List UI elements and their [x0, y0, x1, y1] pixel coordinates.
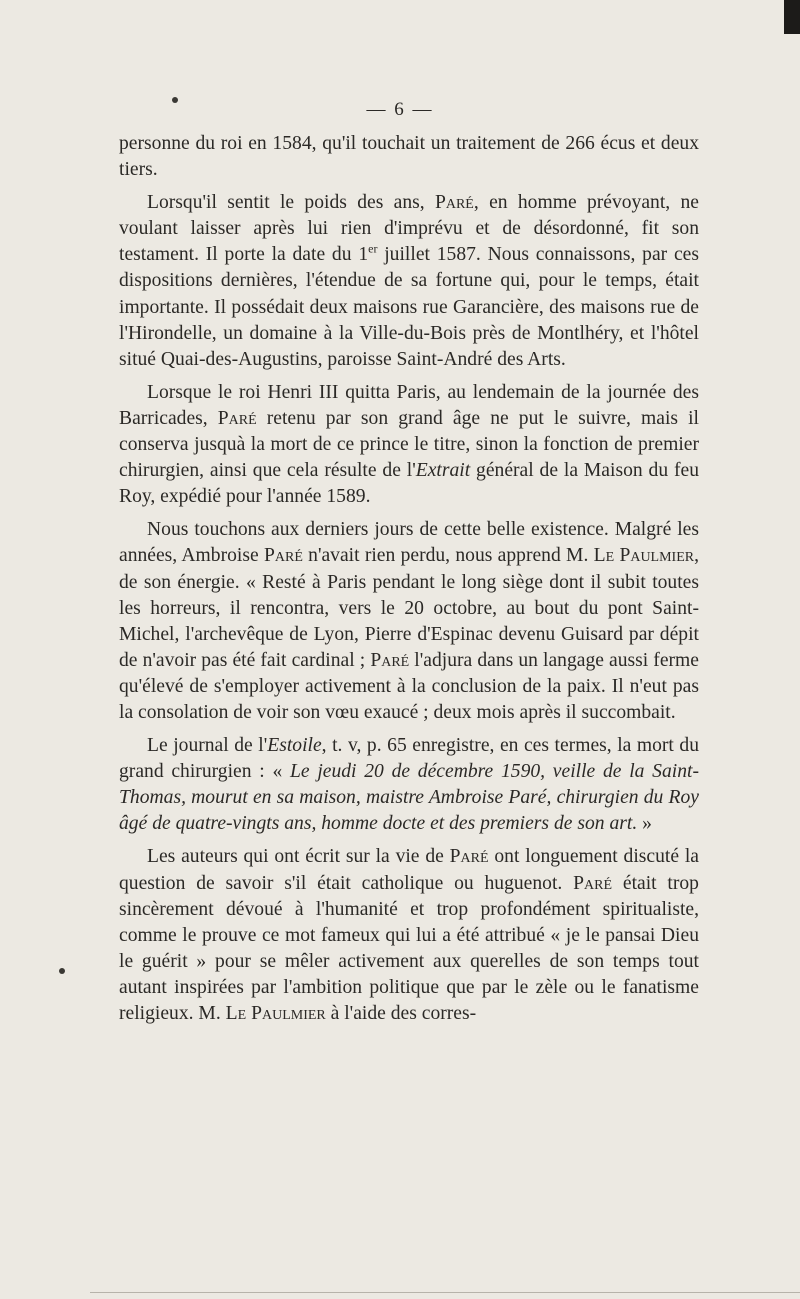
name-pare: Paré [217, 407, 257, 429]
text-run: était trop sincèrement dévoué à l'humanité et trop profondément spiritualiste, comme le prouve ce mot fameux qui lui a été attribué « je le pansai Dieu le guérit » pour se mêler activement aux querelles de son temps tout autant inspirées par l'ambition politique que par le zèle ou le fanatisme religieux. M. [119, 872, 699, 1024]
name-pare: Paré [434, 192, 474, 214]
text-run: à l'aide des corres- [325, 1003, 477, 1024]
text-run: Lorsque le roi Henri III quitta Paris, au lendemain de la journée des Barricades, [119, 381, 699, 429]
ink-speck [59, 968, 65, 974]
quotation: Le jeudi 20 de décembre 1590, veille de la Saint-Thomas, mourut en sa maison, maistre Ambroise Paré, chirurgien du Roy âgé de quatre-vingts ans, homme docte et des premiers de son art. [119, 761, 699, 835]
name-le-paulmier: Le Paulmier [593, 545, 695, 567]
text-run: Lorsqu'il sentit le poids des ans, [147, 192, 435, 214]
title-extrait: Extrait [415, 460, 471, 482]
name-le-paulmier: Le Paulmier [225, 1003, 326, 1024]
text-run: n'avait rien perdu, nous apprend M. [302, 545, 594, 567]
paragraph-2 [119, 190, 699, 373]
text-run: » [637, 813, 652, 835]
paragraph-4 [119, 517, 699, 726]
name-pare: Paré [263, 545, 303, 567]
text-run: , de son énergie. « Resté à Paris pendant le long siège dont il subit toutes les horreurs, il rencontra, vers le 20 octobre, au bout du pont Saint-Michel, l'archevêque de Lyon, Pierre d'Espinac devenu Guisard par dépit de n'avoir pas été fait cardinal ; [119, 545, 700, 671]
page-number: — 6 — [366, 99, 434, 120]
text-run: personne du roi en 1584, qu'il touchait un traitement de 266 écus et deux tiers. [119, 133, 699, 181]
name-pare: Paré [449, 846, 489, 868]
ordinal-superscript: er [368, 241, 378, 256]
paragraph-6 [119, 844, 699, 1027]
name-pare: Paré [573, 872, 613, 894]
text-run: Le journal de l' [147, 735, 268, 757]
text-run: Les auteurs qui ont écrit sur la vie de [147, 846, 450, 868]
text-run: l'adjura dans un langage aussi ferme qu'élevé de s'employer activement à la conclusion de la paix. Il n'eut pas la consolation de voir son vœu exaucé ; deux mois après il succombait. [119, 649, 699, 723]
paragraph-3 [119, 380, 699, 510]
text-run: , en homme prévoyant, ne voulant laisser après lui rien d'imprévu et de désordonné, fit son testament. Il porte la date du 1 [119, 192, 699, 266]
text-run: ont longuement discuté la question de savoir s'il était catholique ou huguenot. [119, 846, 700, 894]
bottom-edge-line [90, 1292, 800, 1293]
text-run: juillet 1587. Nous connaissons, par ces dispositions dernières, l'étendue de sa fortune qui, pour le temps, était importante. Il possédait deux maisons rue Garancière, des maisons rue de l'Hirondelle, un domaine à la Ville-du-Bois près de Montlhéry, et l'hôtel situé Quai-des-Augustins, paroisse Saint-André des Arts. [119, 244, 699, 370]
title-estoile: Estoile [267, 735, 322, 757]
text-run: retenu par son grand âge ne put le suivre, mais il conserva jusquà la mort de ce prince le titre, sinon la fonction de premier chirurgien, ainsi que cela résulte de l' [119, 407, 699, 482]
paragraph-5 [119, 733, 699, 837]
name-pare: Paré [370, 649, 410, 671]
text-run: Nous touchons aux derniers jours de cette belle existence. Malgré les années, Ambroise [119, 519, 699, 567]
text-run: général de la Maison du feu Roy, expédié pour l'année 1589. [119, 460, 699, 508]
text-run: , t. v, p. 65 enregistre, en ces termes, la mort du grand chirurgien : « [119, 735, 699, 783]
page-corner-mark [784, 0, 800, 34]
body-text [119, 131, 699, 1034]
paragraph-1 [119, 131, 699, 183]
